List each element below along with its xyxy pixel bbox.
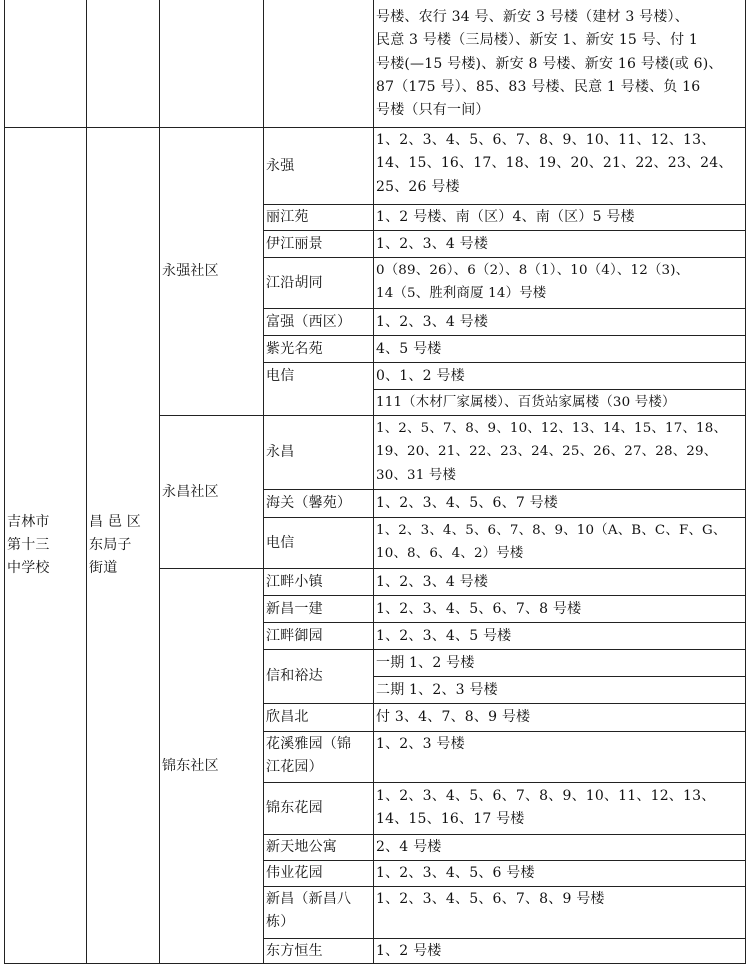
- place-name: 永昌: [266, 444, 295, 460]
- buildings-text: 1、2、3、4、5、6、7、8 号楼: [376, 600, 582, 617]
- buildings-cell: [374, 596, 746, 622]
- buildings-cell: 1、2、3、4、5、6、7、8、9、10（A、B、C、F、G、 10、8、6、4、2）号楼: [376, 523, 727, 562]
- buildings-cell: [374, 704, 746, 731]
- place-name: 富强（西区）: [266, 313, 352, 330]
- buildings-text: 1、2、3、4、5 号楼: [376, 627, 512, 644]
- community-cell: [160, 569, 263, 963]
- place-name: 江沿胡同: [266, 274, 323, 291]
- community-name: 锦东社区: [162, 757, 219, 774]
- buildings-cell: [374, 835, 746, 860]
- place-name: 电信: [266, 534, 295, 551]
- buildings-text: 付 3、4、7、8、9 号楼: [376, 709, 531, 725]
- place-name: 紫光名苑: [266, 340, 323, 357]
- place-cell: 新昌（新昌八 栋）: [266, 891, 352, 931]
- place-cell: [264, 205, 373, 230]
- community-cell: [160, 416, 263, 568]
- school-cell: [5, 128, 86, 963]
- buildings-text: 111（木材厂家属楼）、百货站家属楼（30 号楼）: [376, 395, 676, 410]
- buildings-cell: [374, 231, 746, 257]
- buildings-cell: [374, 309, 746, 335]
- buildings-text: 1、2、3、4 号楼: [376, 235, 489, 252]
- place-cell: [264, 416, 373, 489]
- place-name: 伊江丽景: [266, 235, 323, 252]
- buildings-cell: [374, 390, 746, 415]
- buildings-text: 2、4 号楼: [376, 839, 442, 855]
- buildings-cell: 1、2、3、4、5、6、7、8、9、10、11、12、13、 14、15、16、17 号楼: [376, 788, 716, 828]
- place-cell: [264, 939, 373, 963]
- place-cell: [264, 596, 373, 622]
- place-cell: [264, 363, 373, 389]
- buildings-cell: 0（89、26）、6（2）、8（1）、10（4）、12（3)、 14（5、胜利商厦 14）号楼: [376, 263, 690, 302]
- buildings-cell: [374, 205, 746, 230]
- school-name: 吉林市 第十三 中学校: [7, 514, 50, 576]
- buildings-cell: 1、2、5、7、8、9、10、12、13、14、15、17、18、 19、20、21、22、23、24、25、26、27、28、29、 30、31 号楼: [376, 421, 728, 483]
- community-cell: [160, 128, 263, 415]
- buildings-cell: [374, 363, 746, 389]
- place-name: 永强: [266, 157, 295, 174]
- street-name: 昌 邑 区 东局子 街道: [89, 514, 141, 576]
- street-cell: [87, 128, 159, 963]
- buildings-cell: 1、2、3、4、5、6、7、8、9、10、11、12、13、 14、15、16、17、18、19、20、21、22、23、24、 25、26 号楼: [376, 132, 733, 195]
- buildings-text: 一期 1、2 号楼: [376, 654, 475, 671]
- buildings-cell: [374, 623, 746, 649]
- buildings-cell: 1、2、3 号楼: [376, 736, 465, 752]
- table-border-bottom: [4, 963, 746, 964]
- place-cell: [264, 623, 373, 649]
- place-name: 海关（馨苑）: [266, 495, 352, 511]
- place-name: 伟业花园: [266, 865, 323, 881]
- place-cell: [264, 128, 373, 204]
- place-cell: [264, 783, 373, 834]
- community-name: 永昌社区: [162, 483, 219, 500]
- buildings-cell: [374, 677, 746, 703]
- place-name: 江畔小镇: [266, 573, 323, 590]
- buildings-cell: [374, 861, 746, 886]
- buildings-cell: [374, 336, 746, 362]
- buildings-text: 1、2、3、4 号楼: [376, 573, 489, 590]
- place-cell: [264, 835, 373, 860]
- place-name: 东方恒生: [266, 942, 323, 959]
- place-cell: [264, 704, 373, 731]
- buildings-cell-continued: 号楼、农行 34 号、新安 3 号楼（建材 3 号楼）、 民意 3 号楼（三局楼）、新安 1、新安 15 号、付 1 号楼(—15 号楼)、新安 8 号楼、新安 16 号楼(或 6)、 87（175 号）、85、83 号楼、民意 1 号楼、负 16 号楼（只有一间）: [376, 9, 723, 119]
- place-cell: [264, 518, 373, 568]
- buildings-text: 1、2、3、4、5、6 号楼: [376, 865, 535, 881]
- buildings-cell: 1、2、3、4、5、6、7、8、9 号楼: [376, 891, 605, 907]
- buildings-text: 0、1、2 号楼: [376, 367, 465, 384]
- place-cell: [264, 390, 373, 415]
- place-cell: [264, 309, 373, 335]
- buildings-cell: [374, 569, 746, 595]
- buildings-text: 4、5 号楼: [376, 340, 442, 357]
- buildings-cell: [374, 650, 746, 676]
- place-name: 欣昌北: [266, 709, 309, 725]
- community-name: 永强社区: [162, 263, 219, 279]
- place-cell: [264, 650, 373, 703]
- place-name: 新天地公寓: [266, 839, 337, 855]
- buildings-cell: [374, 939, 746, 963]
- place-cell: [264, 336, 373, 362]
- place-name: 新昌一建: [266, 600, 323, 617]
- place-cell: [264, 569, 373, 595]
- place-cell: 花溪雅园（锦 江花园）: [266, 736, 352, 776]
- place-name: 锦东花园: [266, 800, 323, 816]
- place-name: 江畔御园: [266, 627, 323, 644]
- buildings-text: 1、2 号楼、南（区）4、南（区）5 号楼: [376, 209, 635, 225]
- buildings-text: 二期 1、2、3 号楼: [376, 681, 498, 698]
- place-cell: [264, 861, 373, 886]
- place-cell: [264, 231, 373, 257]
- row-divider: [263, 731, 746, 732]
- place-name: 丽江苑: [266, 209, 309, 225]
- buildings-text: 1、2 号楼: [376, 942, 442, 959]
- place-cell: [264, 490, 373, 517]
- buildings-text: 1、2、3、4、5、6、7 号楼: [376, 495, 559, 511]
- place-cell: [264, 258, 373, 308]
- buildings-text: 1、2、3、4 号楼: [376, 313, 489, 330]
- row-divider: [263, 886, 746, 887]
- place-name: 信和裕达: [266, 668, 323, 684]
- place-name: 电信: [266, 367, 295, 384]
- buildings-cell: [374, 490, 746, 517]
